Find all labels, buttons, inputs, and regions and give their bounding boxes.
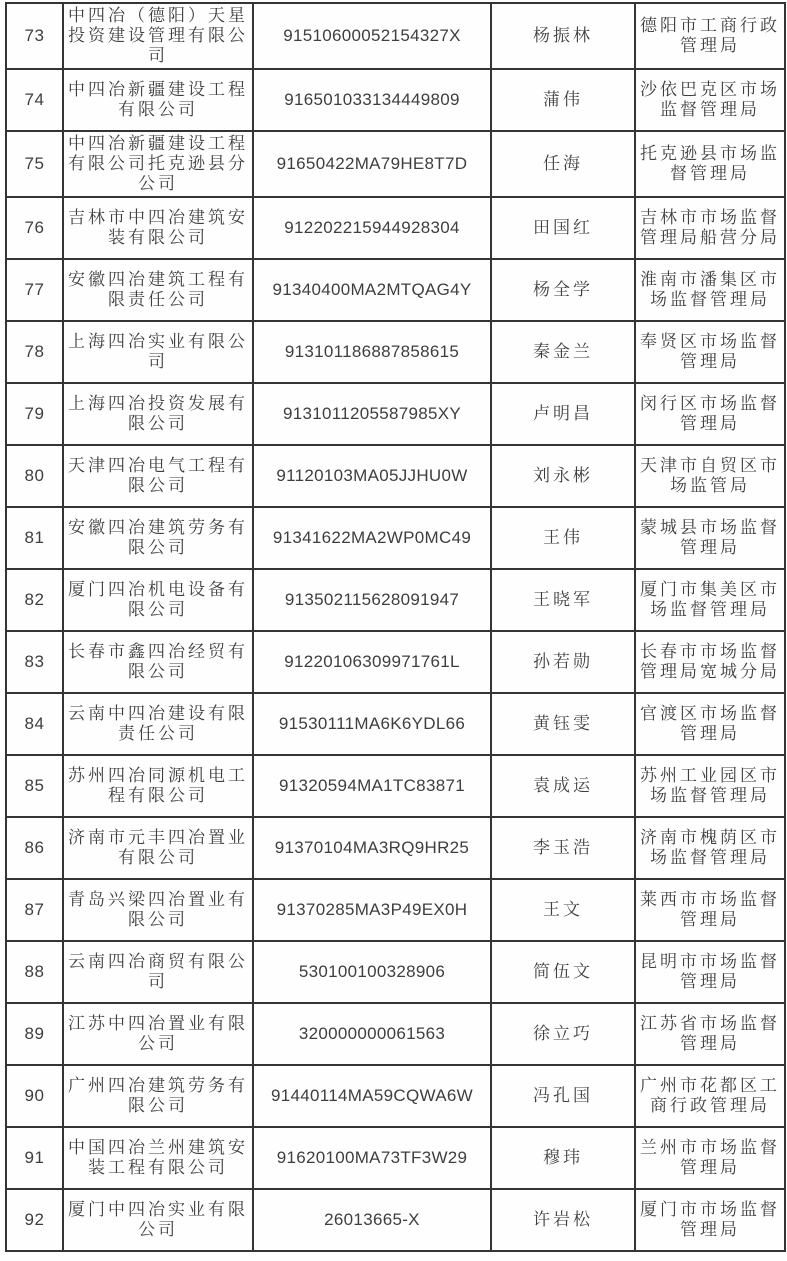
row-number-cell: 81 (6, 507, 63, 569)
legal-representative-cell: 王晓军 (491, 569, 635, 631)
credit-code-cell: 91320594MA1TC83871 (253, 755, 491, 817)
company-registration-table (5, 2, 786, 1252)
company-name-cell: 中国四冶兰州建筑安装工程有限公司 (63, 1127, 253, 1189)
row-number-cell: 88 (6, 941, 63, 1003)
table-row (6, 383, 785, 445)
legal-representative-cell: 简伍文 (491, 941, 635, 1003)
registration-authority-cell: 厦门市市场监督管理局 (635, 1189, 785, 1251)
row-number-cell: 80 (6, 445, 63, 507)
registration-authority-cell: 兰州市市场监督管理局 (635, 1127, 785, 1189)
table-row (6, 1127, 785, 1189)
table-row (6, 569, 785, 631)
legal-representative-cell: 任海 (491, 131, 635, 197)
credit-code-cell: 91341622MA2WP0MC49 (253, 507, 491, 569)
legal-representative-cell: 卢明昌 (491, 383, 635, 445)
company-name-cell: 吉林市中四冶建筑安装有限公司 (63, 197, 253, 259)
credit-code-cell: 913502115628091947 (253, 569, 491, 631)
company-name-cell: 中四冶新疆建设工程有限公司 (63, 69, 253, 131)
row-number-cell: 75 (6, 131, 63, 197)
credit-code-cell: 530100100328906 (253, 941, 491, 1003)
company-name-cell: 安徽四冶建筑工程有限责任公司 (63, 259, 253, 321)
registration-authority-cell: 奉贤区市场监督管理局 (635, 321, 785, 383)
company-name-cell: 长春市鑫四冶经贸有限公司 (63, 631, 253, 693)
company-name-cell: 上海四冶实业有限公司 (63, 321, 253, 383)
row-number-cell: 83 (6, 631, 63, 693)
company-name-cell: 安徽四冶建筑劳务有限公司 (63, 507, 253, 569)
row-number-cell: 84 (6, 693, 63, 755)
credit-code-cell: 91510600052154327X (253, 3, 491, 69)
table-row (6, 197, 785, 259)
registration-authority-cell: 吉林市市场监督管理局船营分局 (635, 197, 785, 259)
legal-representative-cell: 李玉浩 (491, 817, 635, 879)
row-number-cell: 85 (6, 755, 63, 817)
credit-code-cell: 91620100MA73TF3W29 (253, 1127, 491, 1189)
company-name-cell: 中四冶新疆建设工程有限公司托克逊县分公司 (63, 131, 253, 197)
row-number-cell: 74 (6, 69, 63, 131)
legal-representative-cell: 许岩松 (491, 1189, 635, 1251)
company-name-cell: 云南四冶商贸有限公司 (63, 941, 253, 1003)
table-row (6, 131, 785, 197)
row-number-cell: 90 (6, 1065, 63, 1127)
legal-representative-cell: 王文 (491, 879, 635, 941)
registration-authority-cell: 济南市槐荫区市场监督管理局 (635, 817, 785, 879)
legal-representative-cell: 杨全学 (491, 259, 635, 321)
company-name-cell: 上海四冶投资发展有限公司 (63, 383, 253, 445)
credit-code-cell: 91120103MA05JJHU0W (253, 445, 491, 507)
table-row (6, 507, 785, 569)
legal-representative-cell: 穆玮 (491, 1127, 635, 1189)
registration-authority-cell: 江苏省市场监督管理局 (635, 1003, 785, 1065)
credit-code-cell: 91650422MA79HE8T7D (253, 131, 491, 197)
table-row (6, 755, 785, 817)
company-name-cell: 云南中四冶建设有限责任公司 (63, 693, 253, 755)
row-number-cell: 91 (6, 1127, 63, 1189)
company-name-cell: 厦门中四冶实业有限公司 (63, 1189, 253, 1251)
row-number-cell: 87 (6, 879, 63, 941)
company-name-cell: 青岛兴梁四冶置业有限公司 (63, 879, 253, 941)
company-name-cell: 中四冶（德阳）天星投资建设管理有限公司 (63, 3, 253, 69)
row-number-cell: 78 (6, 321, 63, 383)
legal-representative-cell: 刘永彬 (491, 445, 635, 507)
table-row (6, 817, 785, 879)
company-name-cell: 济南市元丰四冶置业有限公司 (63, 817, 253, 879)
registration-authority-cell: 天津市自贸区市场监管局 (635, 445, 785, 507)
legal-representative-cell: 孙若勋 (491, 631, 635, 693)
registration-authority-cell: 广州市花都区工商行政管理局 (635, 1065, 785, 1127)
legal-representative-cell: 秦金兰 (491, 321, 635, 383)
table-row (6, 1189, 785, 1251)
legal-representative-cell: 田国红 (491, 197, 635, 259)
credit-code-cell: 91340400MA2MTQAG4Y (253, 259, 491, 321)
table-body (6, 3, 785, 1251)
legal-representative-cell: 王伟 (491, 507, 635, 569)
credit-code-cell: 913101186887858615 (253, 321, 491, 383)
registration-authority-cell: 官渡区市场监督管理局 (635, 693, 785, 755)
legal-representative-cell: 袁成运 (491, 755, 635, 817)
credit-code-cell: 916501033134449809 (253, 69, 491, 131)
row-number-cell: 82 (6, 569, 63, 631)
legal-representative-cell: 冯孔国 (491, 1065, 635, 1127)
table-row (6, 1003, 785, 1065)
registration-authority-cell: 苏州工业园区市场监督管理局 (635, 755, 785, 817)
table-row (6, 3, 785, 69)
credit-code-cell: 91530111MA6K6YDL66 (253, 693, 491, 755)
row-number-cell: 77 (6, 259, 63, 321)
credit-code-cell: 9131011205587985XY (253, 383, 491, 445)
registration-authority-cell: 昆明市市场监督管理局 (635, 941, 785, 1003)
row-number-cell: 86 (6, 817, 63, 879)
credit-code-cell: 91440114MA59CQWA6W (253, 1065, 491, 1127)
legal-representative-cell: 蒲伟 (491, 69, 635, 131)
table-row (6, 445, 785, 507)
table-row (6, 321, 785, 383)
registration-authority-cell: 德阳市工商行政管理局 (635, 3, 785, 69)
credit-code-cell: 320000000061563 (253, 1003, 491, 1065)
company-name-cell: 苏州四冶同源机电工程有限公司 (63, 755, 253, 817)
table-row (6, 631, 785, 693)
company-name-cell: 广州四冶建筑劳务有限公司 (63, 1065, 253, 1127)
credit-code-cell: 91220106309971761L (253, 631, 491, 693)
credit-code-cell: 26013665-X (253, 1189, 491, 1251)
registration-authority-cell: 蒙城县市场监督管理局 (635, 507, 785, 569)
credit-code-cell: 91370104MA3RQ9HR25 (253, 817, 491, 879)
registration-authority-cell: 淮南市潘集区市场监督管理局 (635, 259, 785, 321)
credit-code-cell: 91370285MA3P49EX0H (253, 879, 491, 941)
table-row (6, 879, 785, 941)
registration-authority-cell: 闵行区市场监督管理局 (635, 383, 785, 445)
row-number-cell: 79 (6, 383, 63, 445)
registration-authority-cell: 托克逊县市场监督管理局 (635, 131, 785, 197)
table-row (6, 259, 785, 321)
company-name-cell: 厦门四冶机电设备有限公司 (63, 569, 253, 631)
credit-code-cell: 912202215944928304 (253, 197, 491, 259)
row-number-cell: 92 (6, 1189, 63, 1251)
table-row (6, 941, 785, 1003)
registration-authority-cell: 长春市市场监督管理局宽城分局 (635, 631, 785, 693)
row-number-cell: 89 (6, 1003, 63, 1065)
registration-authority-cell: 莱西市市场监督管理局 (635, 879, 785, 941)
table-row (6, 1065, 785, 1127)
table-row (6, 693, 785, 755)
company-name-cell: 天津四冶电气工程有限公司 (63, 445, 253, 507)
legal-representative-cell: 徐立巧 (491, 1003, 635, 1065)
company-name-cell: 江苏中四冶置业有限公司 (63, 1003, 253, 1065)
registration-authority-cell: 沙依巴克区市场监督管理局 (635, 69, 785, 131)
legal-representative-cell: 黄钰雯 (491, 693, 635, 755)
legal-representative-cell: 杨振林 (491, 3, 635, 69)
registration-authority-cell: 厦门市集美区市场监督管理局 (635, 569, 785, 631)
row-number-cell: 76 (6, 197, 63, 259)
table-row (6, 69, 785, 131)
row-number-cell: 73 (6, 3, 63, 69)
